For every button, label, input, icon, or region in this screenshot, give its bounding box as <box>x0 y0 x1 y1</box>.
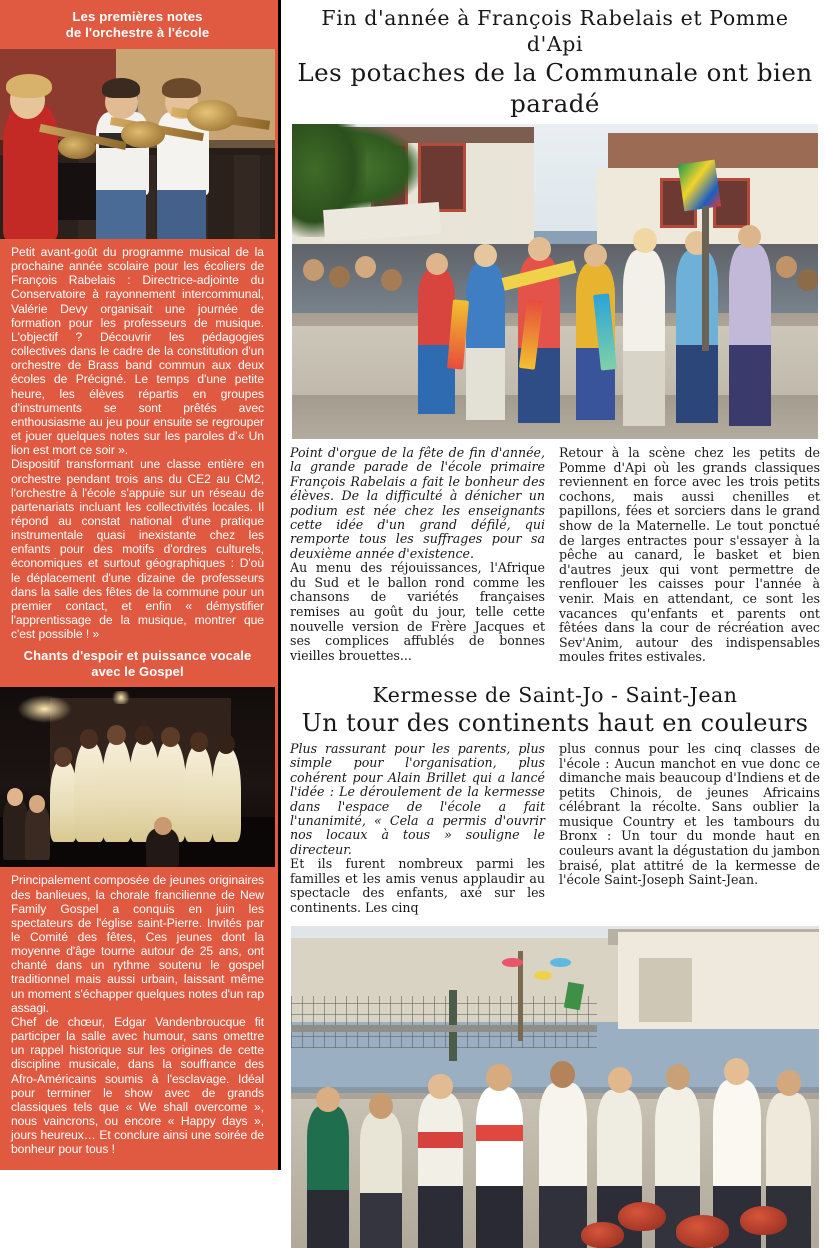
left-article-bottom-paragraph-2: Chef de chœur, Edgar Vandenbroucque fit participer la salle avec humour, sans omettre un rappel historique sur les origines de cette discipline musicale, dans la souffrance des Afro-Américains soumis à l'esclavage. Idéal pour terminer le show avec de grands classiques tels que « We shall overcome », nous vaincrons, ou encore « Happy days », jours heureux… Et conclure ainsi une soirée de bonheur pour tous ! <box>11 1014 264 1157</box>
photo-gospel-choir <box>0 687 275 867</box>
right-content-area <box>284 0 826 1170</box>
article-two-kicker: Kermesse de Saint-Jo - Saint-Jean <box>372 682 738 707</box>
article-two-right-body: plus connus pour les cinq classes de l'école : Aucun manchot en vue donc ce dimanche mais beaucoup d'Indiens et de petits Chinois, de jeunes Africains célébrant la récolte. Sans oublier la musique Country et les tambours du Bronx : Un tour du monde haut en couleurs avant la dégustation du jambon braisé, plat attitré de la kermesse de l'école Saint-Joseph Saint-Jean. <box>559 740 820 888</box>
left-header-mid-line1: Chants d'espoir et puissance vocale <box>23 648 252 664</box>
article-one-right-column <box>559 446 820 665</box>
article-two-left-column <box>290 742 545 916</box>
left-article-top-paragraph-2: Dispositif transformant une classe entière en orchestre pendant trois ans du CE2 au CM2, l'orchestre à l'école s'appuie sur un réseau de partenariats incluant les collectivités locales. Il répond au constat national d'une pratique instrumentale quasi inexistante chez les enfants pour des motifs d'ordres culturels, économiques et surtout géographiques : D'où le déplacement d'une dizaine de professeurs dans la salle des fêtes de la commune pour un premier contact, et enfin « démystifier l'apprentissage de la musique, montrer que c'est possible ! » <box>11 457 264 642</box>
article-one-photo-caption: Point d'orgue de la fête de fin d'année, la grande parade de l'école primaire François Rabelais a fait le bonheur des élèves. De la difficulté à dénicher un podium est née chez les enseignants cette idée d'un grand défilé, qui remporte tous les suffrages pour sa deuxième année d'existence. <box>290 445 546 561</box>
article-one-left-column <box>290 446 545 665</box>
left-article-bottom-paragraph-1: Principalement composée de jeunes originaires des banlieues, la chorale francilienne de New Family Gospel a conquis en juin les spectateurs de l'église saint-Pierre. Invités par le Comité des fêtes, Ces jeunes dont la moyenne d'âge tourne autour de 25 ans, ont chanté dans un rythme soutenu le gospel traditionnel mais aussi urbain, laissant même un moment s'échapper quelques notes d'un rap assagi. <box>11 873 264 1015</box>
article-two-title: Un tour des continents haut en couleurs <box>301 708 809 737</box>
article-two-headline <box>290 682 820 738</box>
photo-kermesse-dance <box>291 926 819 1248</box>
article-one-left-body: Au menu des réjouissances, l'Afrique du Sud et le ballon rond comme les chansons de variétés françaises remises au goût du jour, telle cette nouvelle version de Frère Jacques et ses complices affublés de bonnes vieilles brouettes... <box>290 560 546 663</box>
left-article-bottom-body <box>0 867 275 1156</box>
article-one-kicker: Fin d'année à François Rabelais et Pomme d'Api <box>321 6 789 56</box>
left-header-top-line1: Les premières notes <box>72 9 203 24</box>
left-article-top-paragraph-1: Petit avant-goût du programme musical de la prochaine année scolaire pour les écoliers de François Rabelais : Directrice-adjointe du Conservatoire à rayonnement intercommunal, Valérie Devy organisait une journée de formation pour les professeurs de musique. L'objectif ? Découvrir les pédagogies collectives dans le cadre de la constitution d'un orchestre de Brass band commun aux deux écoles de Précigné. Le temps d'une petite heure, les élèves répartis en groupes d'instruments se sont prêtés avec enthousiasme au jeu pour ensuite se regrouper et jouer quelques notes sur les paroles d'« Un lion est mort ce soir ». <box>11 245 264 458</box>
left-column-header-top <box>0 0 275 49</box>
article-two-left-paragraph-1: Plus rassurant pour les parents, plus simple pour l'organisation, plus cohérent pour Alain Brillet qui a lancé l'idée : Le déroulement de la kermesse dans l'espace de l'école a fait l'unanimité, « Cela a permis d'ouvrir nos locaux à tous » souligne le directeur. <box>290 740 546 857</box>
article-one-title: Les potaches de la Communale ont bien paradé <box>297 58 813 118</box>
article-two-right-column <box>559 742 820 916</box>
photo-trombone-players <box>0 49 275 239</box>
left-header-mid-line2: avec le Gospel <box>91 664 184 680</box>
left-article-top-body <box>0 239 275 641</box>
left-red-column <box>0 0 281 1170</box>
photo-school-parade <box>292 124 818 439</box>
left-column-header-mid <box>0 641 275 687</box>
article-one-headline <box>290 0 820 119</box>
article-two-columns <box>290 742 820 916</box>
article-one-columns <box>290 446 820 665</box>
article-two-left-paragraph-2: Et ils furent nombreux parmi les familles et les amis venus applaudir au spectacle des enfants, axé sur les continents. Les cinq <box>290 856 546 915</box>
left-header-top-line2: de l'orchestre à l'école <box>65 25 210 40</box>
article-one-right-body: Retour à la scène chez les petits de Pomme d'Api où les grands classiques reviennent en force avec les trois petits cochons, mais aussi chenilles et papillons, fées et sorciers dans le grand show de la Maternelle. Le tout ponctué de larges entractes pour s'essayer à la pêche au canard, le basket et bien d'autres jeux qui vont permettre de renflouer les caisses pour l'année à venir. Mais en attendant, ce sont les vacances qu'enfants et parents ont fêtées dans la cour de récréation avec Sev'Anim, autour des indispensables moules frites estivales. <box>559 445 820 665</box>
